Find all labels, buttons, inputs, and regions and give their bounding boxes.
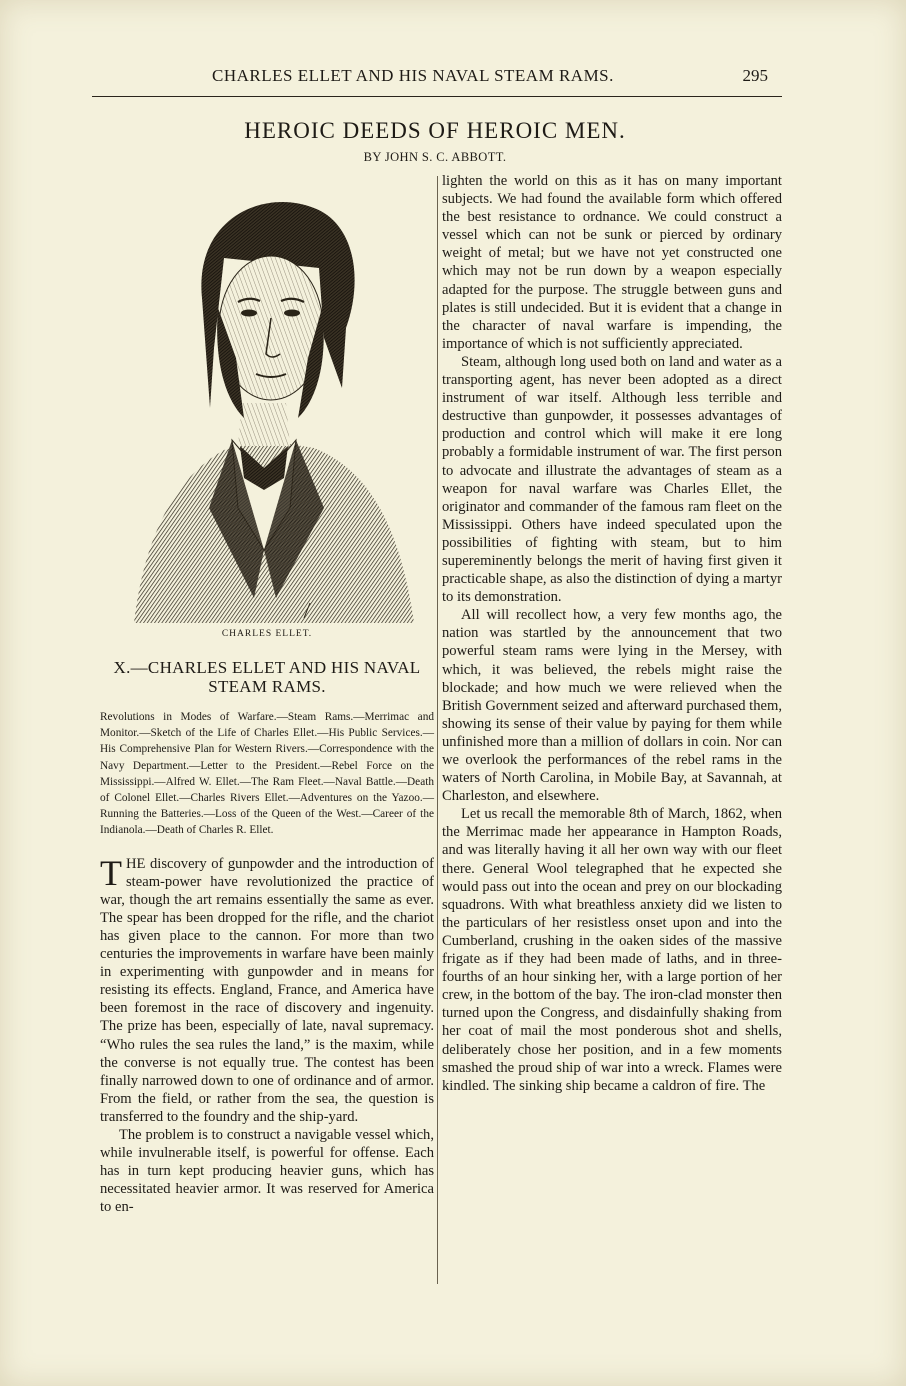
column-divider	[437, 176, 438, 1284]
paragraph-text: HE discovery of gunpowder and the introduction of steam-power have revolutionized the practice of war, though the art remains essentially the same as ever. The spear has been dropped for the rifle, and the chariot has given place to the cannon. For more than two centuries the improvements in warfare have been mainly in experimenting with gunpowder and in means for resisting its effects. England, France, and America have been foremost in the race of discovery and ingenuity. The prize has been, especially of late, naval supremacy. “Who rules the sea rules the land,” is the maxim, while the converse is not equally true. The contest has been finally narrowed down to one of ordinance and of armor. From the field, or rather from the sea, the question is transferred to the foundry and the ship-yard.	[100, 855, 434, 1125]
paragraph	[100, 852, 434, 1126]
running-header	[92, 64, 782, 97]
portrait-caption: CHARLES ELLET.	[221, 629, 313, 639]
paragraph: The problem is to construct a navigable vessel which, while invulnerable itself, is powerful for offense. Each has in turn kept producing heavier guns, which has necessitated heavier armor. It was reserved for America to en-	[100, 1127, 434, 1216]
paragraph: Steam, although long used both on land and water as a transporting agent, has never been adopted as a direct instrument of war itself. Although less terrible and destructive than gunpowder, it possesses advantages of production and control which will make it ere long probably a formidable instrument of war. The first person to advocate and illustrate the advantages of steam as a weapon for naval warfare was Charles Ellet, the originator and commander of the famous ram fleet on the Mississippi. Others have indeed speculated upon the possibilities of fighting with steam, but to him supereminently belongs the merit of having first given it practicable shape, as also the distinction of dying a martyr to its demonstration.	[442, 353, 782, 606]
portrait-engraving	[114, 178, 420, 626]
chapter-summary: Revolutions in Modes of Warfare.—Steam Rams.—Merrimac and Monitor.—Sketch of the Life of Charles Ellet.—His Public Services.—His Comprehensive Plan for Western Rivers.—Correspondence with the Navy Department.—Letter to the President.—Rebel Force on the Mississippi.—Alfred W. Ellet.—The Ram Fleet.—Naval Battle.—Death of Colonel Ellet.—Charles Rivers Ellet.—Adventures on the Yazoo.—Running the Batteries.—Loss of the Queen of the West.—Career of the Indianola.—Death of Charles R. Ellet.	[100, 711, 434, 837]
running-title: CHARLES ELLET AND HIS NAVAL STEAM RAMS.	[212, 66, 614, 85]
article-title: HEROIC DEEDS OF HEROIC MEN.	[244, 118, 626, 143]
portrait-figure	[100, 170, 434, 639]
right-column	[442, 172, 782, 1095]
paragraph: Let us recall the memorable 8th of March, 1862, when the Merrimac made her appearance in Hampton Roads, and was literally having it all her own way with our fleet there. General Wool telegraphed that he expected she would pass out into the ocean and prey on our blockading squadrons. With what breathless anxiety did we listen to the particulars of her resistless onset upon and into the Cumberland, crushing in the oaken sides of the massive frigate as if they had been made of laths, and in three-fourths of an hour sinking her, with a large portion of her crew, in the bottom of the bay. The iron-clad monster then turned upon the Congress, and disdainfully shaking from her coat of mail the most ponderous shot and shells, deliberately chose her position, and in a few moments smashed the proud ship of war into a wreck. Flames were kindled. The sinking ship became a caldron of fire. The	[442, 806, 782, 1094]
paragraph: lighten the world on this as it has on many important subjects. We had found the available form which offered the best resistance to ordnance. We could construct a vessel which can not be sunk or pierced by ordinary weight of metal; but we have not yet constructed one which may not be run down by a weapon especially adapted for the purpose. The struggle between guns and plates is still undecided. But it is evident that a change in the character of naval warfare is impending, the importance of which is not sufficiently appreciated.	[442, 173, 782, 352]
left-body-text	[100, 852, 434, 1217]
drop-cap: T	[100, 852, 122, 893]
chapter-title: X.—CHARLES ELLET AND HIS NAVAL STEAM RAMS.	[113, 658, 421, 696]
left-column	[100, 170, 434, 1217]
paragraph: All will recollect how, a very few months ago, the nation was startled by the announcement that two powerful steam rams were lying in the Mersey, with which, it was believed, the rebels might raise the blockade; and how much we were relieved when the British Government seized and afterward purchased them, showing its sense of their value by paying for them while unfinished more than a million of dollars in coin. Nor can we overlook the performances of the rebel rams in the waters of North Carolina, in Mobile Bay, at Savannah, at Charleston, and elsewhere.	[442, 607, 782, 805]
article-byline: BY JOHN S. C. ABBOTT.	[363, 150, 507, 164]
page-number: 295	[742, 66, 768, 85]
